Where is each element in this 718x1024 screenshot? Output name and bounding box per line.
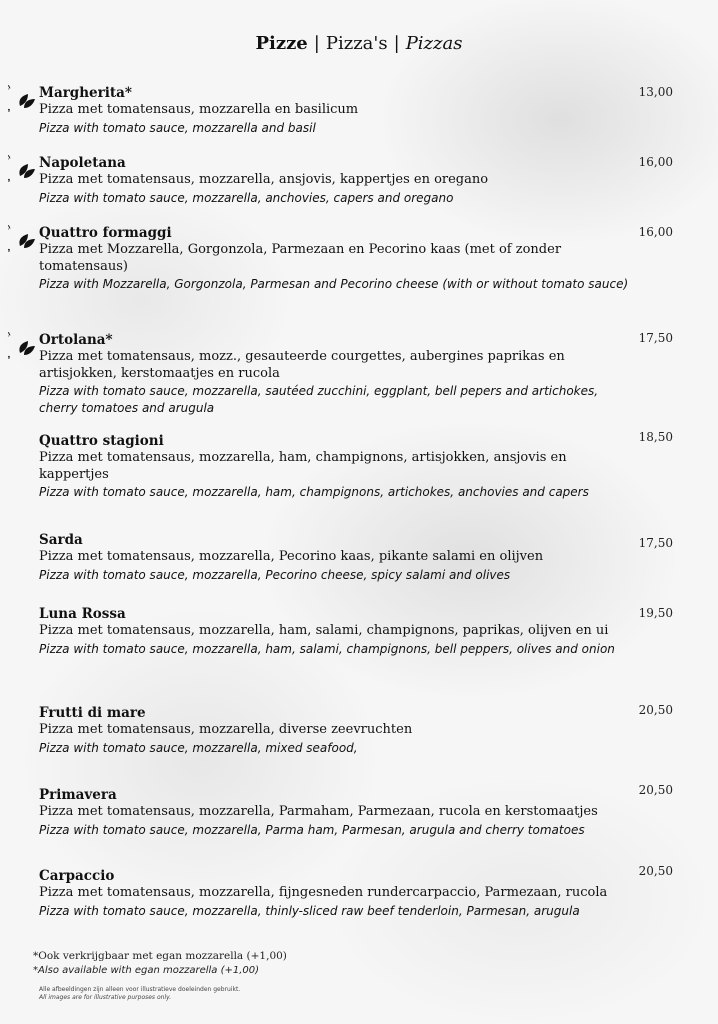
disclaimer-nl: Alle afbeeldingen zijn alleen voor illustratieve doeleinden gebruikt. — [39, 986, 241, 993]
item-description-en: Pizza with tomato sauce, mozzarella, Pecorino cheese, spicy salami and olives — [39, 567, 511, 582]
item-price: 17,50 — [638, 331, 673, 345]
menu-item — [39, 531, 639, 583]
item-name: Frutti di mare — [39, 705, 146, 721]
item-name: Luna Rossa — [39, 606, 126, 622]
title-dutch: Pizza's — [325, 33, 388, 54]
menu-item — [39, 84, 639, 136]
title-italian: Pizze — [255, 33, 308, 54]
vegan-footnote-en: *Also available with egan mozzarella (+1,00) — [33, 965, 260, 976]
item-price: 17,50 — [638, 536, 673, 550]
item-name: Carpaccio — [39, 868, 115, 884]
item-name: Sarda — [39, 532, 83, 548]
vegetarian-leaf-icon — [8, 84, 38, 112]
item-price: 16,00 — [638, 225, 673, 239]
item-name: Napoletana — [39, 155, 126, 171]
item-description-nl: Pizza met tomatensaus, mozzarella, ham, champignons, artisjokken, ansjovis en kappertjes — [39, 450, 567, 482]
item-price: 18,50 — [638, 430, 673, 444]
item-description-nl: Pizza met tomatensaus, mozzarella, diverse zeevruchten — [39, 722, 413, 737]
page-title — [0, 33, 718, 54]
menu-item — [39, 704, 639, 756]
item-description-nl: Pizza met tomatensaus, mozzarella, Pecorino kaas, pikante salami en olijven — [39, 549, 544, 564]
item-price: 16,00 — [638, 155, 673, 169]
vegan-footnote-nl: *Ook verkrijgbaar met egan mozzarella (+1,00) — [33, 950, 287, 962]
item-name: Primavera — [39, 787, 117, 803]
item-description-nl: Pizza met tomatensaus, mozz., gesauteerde courgettes, aubergines paprikas en artisjokken, kerstomaatjes en rucola — [39, 349, 565, 381]
title-english: Pizzas — [405, 33, 463, 54]
item-name: Ortolana* — [39, 332, 113, 348]
menu-item — [39, 605, 639, 657]
vegetarian-leaf-icon — [8, 154, 38, 182]
item-description-nl: Pizza met tomatensaus, mozzarella, fijngesneden rundercarpaccio, Parmezaan, rucola — [39, 885, 608, 900]
menu-item — [39, 786, 639, 838]
item-description-en: Pizza with tomato sauce, mozzarella and basil — [39, 120, 316, 135]
item-price: 20,50 — [638, 783, 673, 797]
vegetarian-leaf-icon — [8, 224, 38, 252]
item-description-en: Pizza with Mozzarella, Gorgonzola, Parmesan and Pecorino cheese (with or without tomato sauce) — [39, 277, 629, 291]
svg-text:VEGETARIAN — [8, 224, 12, 252]
menu-item — [39, 867, 639, 919]
item-price: 20,50 — [638, 703, 673, 717]
disclaimer-en: All images are for illustrative purposes only. — [39, 994, 172, 1001]
item-description-nl: Pizza met Mozzarella, Gorgonzola, Parmezaan en Pecorino kaas (met of zonder tomatensaus) — [39, 242, 562, 274]
item-description-nl: Pizza met tomatensaus, mozzarella en basilicum — [39, 102, 359, 117]
title-separator: | — [313, 33, 320, 54]
item-name: Quattro formaggi — [39, 225, 172, 241]
item-price: 19,50 — [638, 606, 673, 620]
item-description-en: Pizza with tomato sauce, mozzarella, anchovies, capers and oregano — [39, 190, 454, 205]
item-description-nl: Pizza met tomatensaus, mozzarella, Parmaham, Parmezaan, rucola en kerstomaatjes — [39, 804, 598, 819]
svg-text:VEGETARIAN — [8, 84, 12, 112]
item-description-en: Pizza with tomato sauce, mozzarella, sautéed zucchini, eggplant, bell pepers and artichokes, cherry tomatoes and arugula — [39, 384, 599, 415]
item-description-en: Pizza with tomato sauce, mozzarella, ham, salami, champignons, bell peppers, olives and onion — [39, 641, 615, 656]
menu-item — [39, 331, 639, 416]
item-description-en: Pizza with tomato sauce, mozzarella, mixed seafood, — [39, 740, 358, 755]
svg-text:VEGETARIAN — [8, 154, 12, 182]
item-description-nl: Pizza met tomatensaus, mozzarella, ham, salami, champignons, paprikas, olijven en ui — [39, 623, 609, 638]
item-name: Quattro stagioni — [39, 433, 164, 449]
item-price: 13,00 — [638, 85, 673, 99]
menu-item — [39, 432, 639, 501]
title-separator: | — [393, 33, 400, 54]
item-description-en: Pizza with tomato sauce, mozzarella, ham, champignons, artichokes, anchovies and capers — [39, 485, 589, 499]
vegetarian-leaf-icon — [8, 331, 38, 359]
item-price: 20,50 — [638, 864, 673, 878]
item-name: Margherita* — [39, 85, 132, 101]
menu-item — [39, 154, 639, 206]
item-description-nl: Pizza met tomatensaus, mozzarella, ansjovis, kappertjes en oregano — [39, 172, 489, 187]
menu-item — [39, 224, 639, 293]
item-description-en: Pizza with tomato sauce, mozzarella, Parma ham, Parmesan, arugula and cherry tomatoes — [39, 822, 585, 837]
item-description-en: Pizza with tomato sauce, mozzarella, thinly-sliced raw beef tenderloin, Parmesan, arugula — [39, 903, 580, 918]
svg-text:VEGETARIAN — [8, 331, 12, 359]
